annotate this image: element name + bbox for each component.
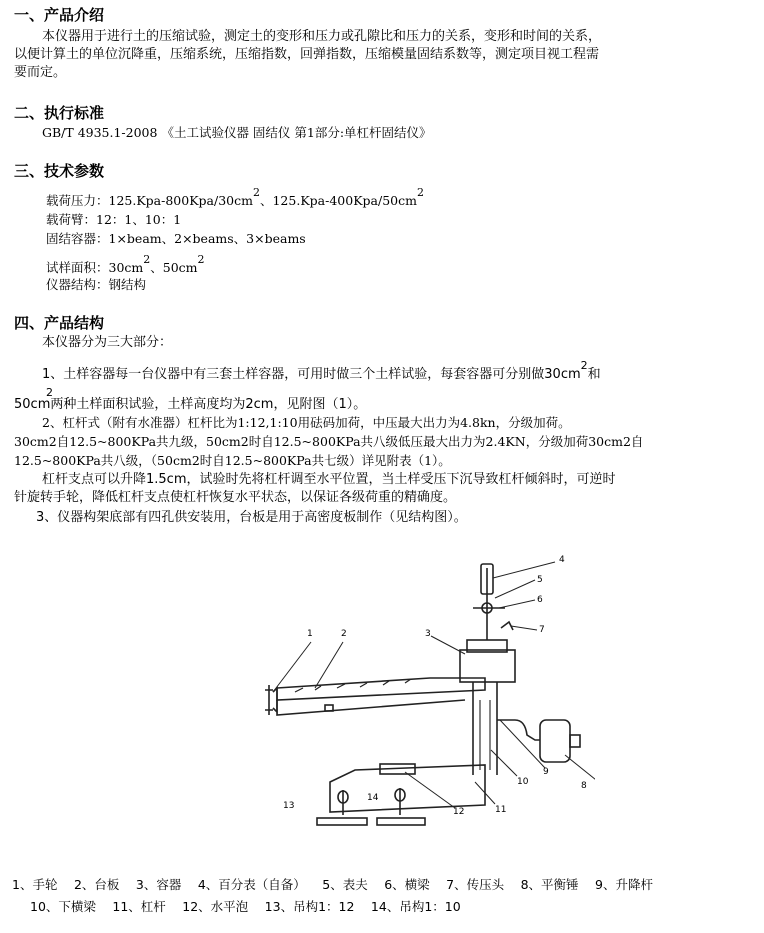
legend-item: 11、杠杆 (112, 899, 166, 914)
fig-label-11: 11 (495, 805, 507, 815)
legend-item: 14、吊构1：10 (370, 899, 461, 914)
leader-12 (405, 772, 455, 808)
spec-area-b: 、50cm (150, 260, 198, 275)
lever-arm-lower (277, 700, 465, 715)
fig-label-12: 12 (453, 807, 465, 817)
fig-label-4: 4 (559, 555, 565, 565)
structure-p3-line2: 针旋转手轮，降低杠杆支点使杠杆恢复水平状态，以保证各级荷重的精确度。 (14, 490, 457, 505)
p1-c: 50cm (14, 397, 51, 412)
structure-p4: 3、仪器构架底部有四孔供安装用，台板是用于高密度板制作（见结构图）。 (36, 510, 467, 525)
structure-p1-line2 (14, 386, 367, 413)
weight-tray-12 (317, 818, 367, 825)
fig-label-1: 1 (307, 629, 313, 639)
section-heading-structure: 四、产品结构 (14, 314, 105, 332)
leader-7 (511, 626, 537, 630)
legend-item: 8、平衡锤 (520, 877, 579, 892)
leader-1 (273, 642, 311, 692)
fig-label-13: 13 (283, 801, 295, 811)
leader-9 (500, 720, 545, 768)
legend-item: 2、台板 (73, 877, 120, 892)
structure-intro: 本仪器分为三大部分： (42, 335, 173, 350)
intro-line-2: 以便计算土的单位沉降重，压缩系统，压缩指数，回弹指数，压缩模量固结系数等，测定项目视工程需 (14, 47, 600, 62)
handwheel-shape (265, 685, 273, 715)
p1-d: 两种土样面积试验，土样高度均为2cm，见附图（1）。 (50, 397, 367, 412)
legend-row-1 (12, 876, 653, 894)
p1-a: 1、土样容器每一台仪器中有三套土样容器，可用时做三个土样试验，每套容器可分别做30cm (42, 367, 581, 382)
legend-item: 10、下横梁 (30, 899, 96, 914)
intro-line-1: 本仪器用于进行土的压缩试验，测定土的变形和压力或孔隙比和压力的关系，变形和时间的关系， (42, 29, 602, 44)
spec-area-a: 试样面积：30cm (46, 260, 144, 275)
spec-load-sup2: 2 (416, 186, 424, 199)
spec-load-sup1: 2 (252, 186, 260, 199)
legend-item: 5、表夫 (322, 877, 368, 892)
leader-6 (499, 600, 535, 608)
spec-load-a: 载荷压力：125.Kpa-800Kpa/30cm (46, 193, 253, 208)
fig-label-2: 2 (341, 629, 347, 639)
section-heading-intro: 一、产品介绍 (14, 6, 105, 24)
apparatus-structure-figure (255, 550, 595, 840)
structure-p2-line2: 30cm2自12.5~800KPa共九级，50cm2时自12.5~800KPa共八级低压最大出力为2.4KN，分级加荷30cm2自 (14, 434, 644, 449)
structure-p2-line1: 2、杠杆式（附有水准器）杠杆比为1:12,1:10用砝码加荷，中压最大出力为4.8kn，分级加荷。 (42, 415, 571, 430)
intro-line-3: 要而定。 (14, 65, 67, 80)
lift-rod-inner (480, 700, 490, 770)
legend-item: 12、水平泡 (182, 899, 249, 914)
leader-2 (315, 642, 343, 688)
fig-label-8: 8 (581, 781, 587, 791)
section-heading-specs: 三、技术参数 (14, 162, 105, 180)
fig-label-7: 7 (539, 625, 545, 635)
fig-label-3: 3 (425, 629, 431, 639)
legend-item: 9、升降杆 (595, 877, 653, 892)
structure-p1-line1 (42, 359, 601, 383)
p1-b: 和 (587, 367, 601, 382)
leader-5 (495, 580, 535, 598)
leader-3 (431, 636, 465, 654)
p1-sup2: 2 (46, 386, 53, 399)
spec-load-b: 、125.Kpa-400Kpa/50cm (259, 193, 417, 208)
fig-label-9: 9 (543, 767, 549, 777)
leader-4 (493, 562, 555, 578)
spec-sample-area (46, 253, 205, 277)
legend-row-2 (30, 898, 461, 916)
spec-load-arm: 载荷臂：12：1、10：1 (46, 212, 182, 227)
fig-label-6: 6 (537, 595, 543, 605)
spec-area-sup2: 2 (197, 253, 205, 266)
base-plate-shape (277, 678, 485, 700)
legend-item: 1、手轮 (12, 877, 58, 892)
balance-weight-cap (570, 735, 580, 747)
section-heading-standard: 二、执行标准 (14, 104, 105, 122)
leader-10 (491, 750, 517, 776)
spec-container: 固结容器：1×beam、2×beams、3×beams (46, 231, 306, 246)
lift-rod (473, 682, 497, 775)
legend-item: 6、横梁 (384, 877, 430, 892)
structure-p3-line1: 杠杆支点可以升降1.5cm，试验时先将杠杆调至水平位置，当土样受压下沉导致杠杆倾斜时，可逆时 (42, 472, 616, 487)
legend-item: 4、百分表（自备） (197, 877, 306, 892)
lower-frame (330, 765, 485, 812)
fig-label-14: 14 (367, 793, 379, 803)
fig-label-5: 5 (537, 575, 543, 585)
weight-tray-10 (377, 818, 425, 825)
spec-load-pressure (46, 186, 424, 210)
fig-label-10: 10 (517, 777, 529, 787)
spec-structure: 仪器结构：钢结构 (46, 277, 147, 292)
legend-item: 13、吊构1：12 (264, 899, 355, 914)
standard-text: GB/T 4935.1-2008 《土工试验仪器 固结仪 第1部分:单杠杆固结仪》 (42, 125, 432, 140)
structure-p2-line3: 12.5~800KPa共八级，（50cm2时自12.5~800KPa共七级）详见附表（1）。 (14, 453, 451, 468)
legend-item: 7、传压头 (446, 877, 505, 892)
spec-area-sup1: 2 (143, 253, 151, 266)
legend-item: 3、容器 (135, 877, 182, 892)
p1-sup1: 2 (580, 359, 588, 372)
